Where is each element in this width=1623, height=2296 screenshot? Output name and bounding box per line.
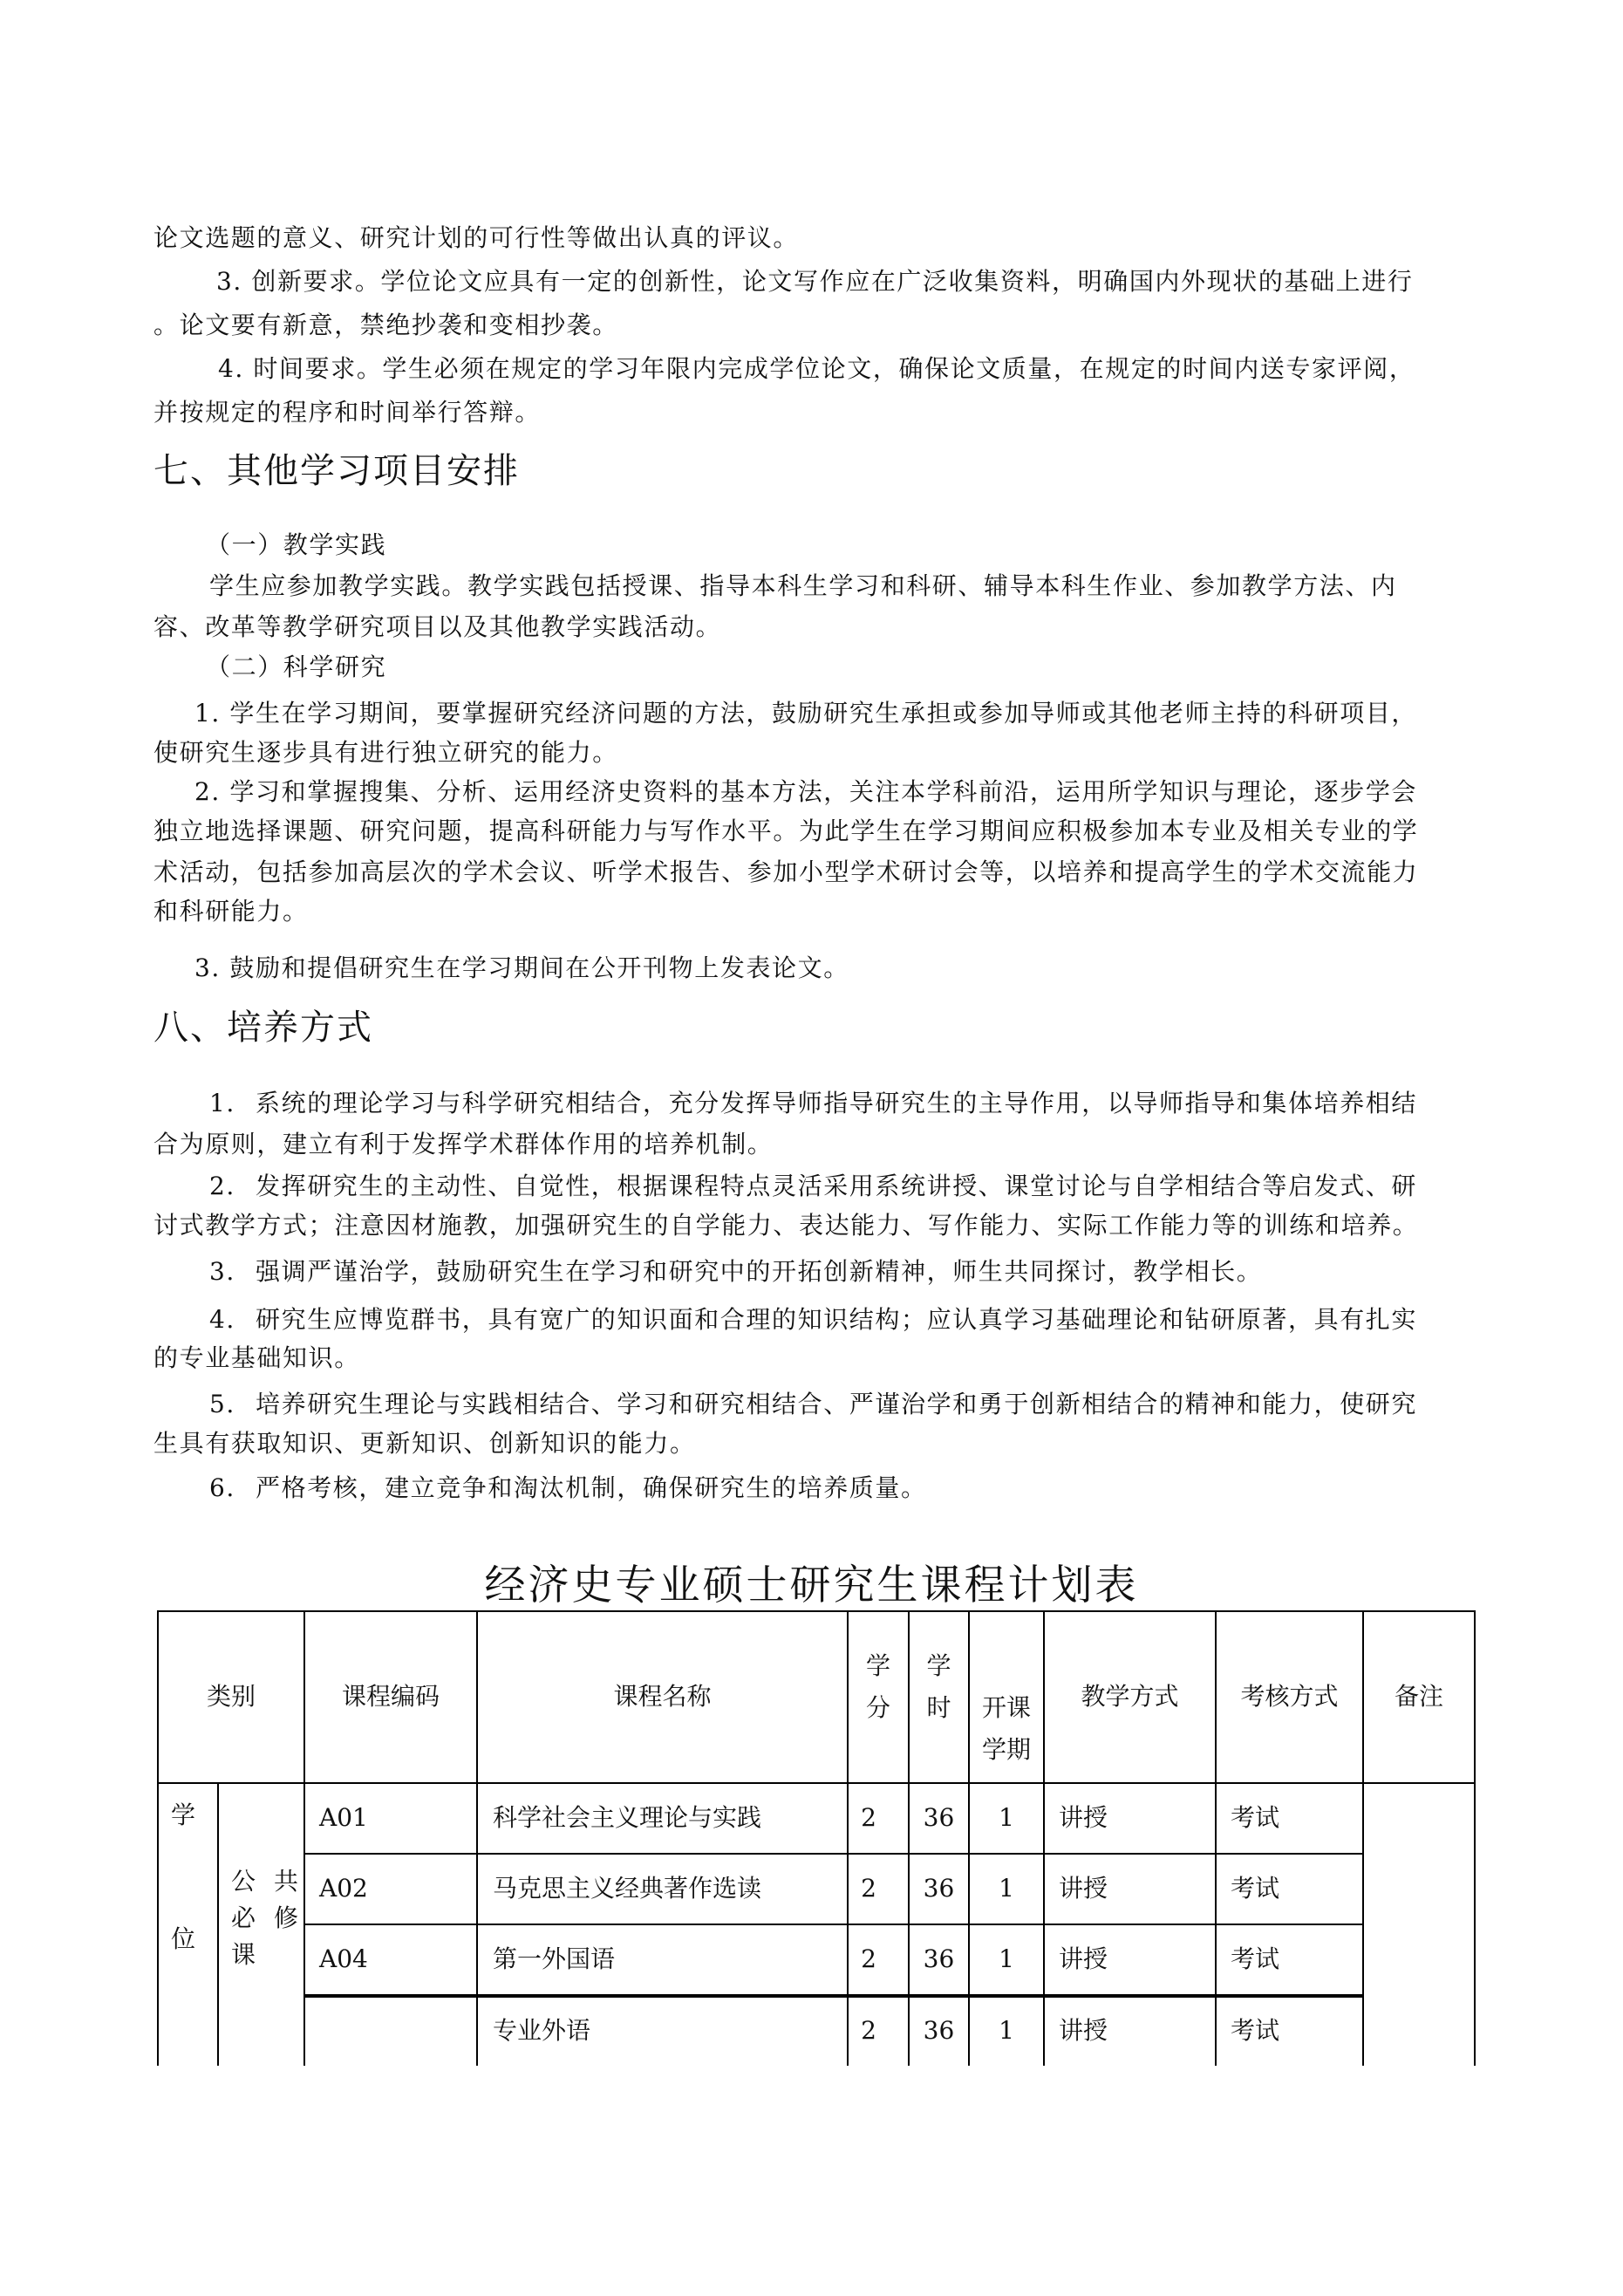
assessment-method: 考试 <box>1231 1803 1280 1832</box>
paragraph-line: 并按规定的程序和时间举行答辩。 <box>153 398 542 427</box>
list-text: 培养研究生理论与实践相结合、学习和研究相结合、严谨治学和勇于创新相结合的精神和能力，使研究 <box>256 1390 1418 1418</box>
list-number: 4. <box>209 1305 235 1334</box>
list-item-first-line <box>209 1089 1417 1118</box>
course-hours: 36 <box>923 2016 955 2045</box>
category-inner-char: 共 <box>274 1867 299 1896</box>
category-inner-divider <box>217 1782 219 2066</box>
header-credits-char: 学 <box>865 1651 890 1680</box>
row-divider-thick <box>304 1994 1363 1998</box>
header-course-code: 课程编码 <box>341 1682 440 1711</box>
paragraph-line: 。论文要有新意，禁绝抄袭和变相抄袭。 <box>153 311 618 339</box>
col-divider <box>476 1610 478 2066</box>
course-term: 1 <box>999 2016 1014 2045</box>
list-item-first-line <box>209 1305 1417 1335</box>
course-name: 第一外国语 <box>493 1944 616 1973</box>
course-code: A01 <box>319 1803 368 1832</box>
list-number: 2. <box>209 1172 235 1200</box>
section-7-heading: 七、其他学习项目安排 <box>153 451 520 491</box>
course-credits: 2 <box>861 1803 876 1832</box>
assessment-method: 考试 <box>1231 1944 1280 1973</box>
header-hours-char: 时 <box>926 1693 951 1722</box>
assessment-method: 考试 <box>1231 1874 1280 1903</box>
course-table-title: 经济史专业硕士研究生课程计划表 <box>484 1561 1139 1609</box>
table-border-left <box>157 1610 159 2066</box>
row-divider <box>304 1853 1363 1855</box>
table-border-right <box>1474 1610 1476 2066</box>
category-outer-char: 学 <box>171 1801 196 1829</box>
course-term: 1 <box>999 1803 1014 1832</box>
col-divider <box>847 1610 849 2066</box>
paragraph-line: 2. 学习和掌握搜集、分析、运用经济史资料的基本方法，关注本学科前沿，运用所学知识与理论，逐步学会 <box>194 777 1418 806</box>
paragraph-line: 使研究生逐步具有进行独立研究的能力。 <box>153 738 618 767</box>
list-text: 发挥研究生的主动性、自觉性，根据课程特点灵活采用系统讲授、课堂讨论与自学相结合等启发式、研 <box>256 1172 1418 1200</box>
col-divider <box>1043 1610 1045 2066</box>
course-term: 1 <box>999 1944 1014 1973</box>
category-inner-char: 必 <box>231 1903 256 1932</box>
category-outer-char: 位 <box>171 1924 196 1953</box>
course-credits: 2 <box>861 2016 876 2045</box>
row-divider <box>304 1924 1363 1925</box>
header-category: 类别 <box>206 1682 256 1711</box>
list-item-first-line <box>209 1172 1417 1201</box>
course-credits: 2 <box>861 1874 876 1903</box>
list-item-first-line <box>209 1257 1262 1287</box>
subsection-title-teaching-practice: （一）教学实践 <box>206 530 387 559</box>
list-item-first-line <box>209 1390 1417 1419</box>
paragraph-line: 4. 时间要求。学生必须在规定的学习年限内完成学位论文，确保论文质量，在规定的时间内送专家评阅， <box>218 354 1415 383</box>
list-text: 研究生应博览群书，具有宽广的知识面和合理的知识结构；应认真学习基础理论和钻研原著，具有扎实 <box>256 1305 1418 1334</box>
list-item-continuation: 合为原则，建立有利于发挥学术群体作用的培养机制。 <box>153 1130 774 1158</box>
header-teaching-method: 教学方式 <box>1081 1682 1179 1711</box>
list-number: 5. <box>209 1390 235 1418</box>
header-course-name: 课程名称 <box>613 1682 712 1711</box>
category-inner-char: 课 <box>231 1940 256 1969</box>
list-text: 强调严谨治学，鼓励研究生在学习和研究中的开拓创新精神，师生共同探讨，教学相长。 <box>256 1257 1263 1286</box>
teaching-method: 讲授 <box>1059 1874 1108 1903</box>
course-code: A02 <box>319 1874 368 1903</box>
paragraph-line: 学生应参加教学实践。教学实践包括授课、指导本科生学习和科研、辅导本科生作业、参加教学方法、内 <box>209 571 1397 600</box>
course-hours: 36 <box>923 1874 955 1903</box>
header-assessment-method: 考核方式 <box>1240 1682 1339 1711</box>
list-number: 3. <box>209 1257 235 1286</box>
paragraph-line: 和科研能力。 <box>153 897 309 926</box>
list-text: 系统的理论学习与科学研究相结合，充分发挥导师指导研究生的主导作用，以导师指导和集体培养相结 <box>256 1089 1418 1117</box>
category-inner-char: 修 <box>274 1903 299 1932</box>
header-credits-char: 分 <box>865 1693 890 1722</box>
col-divider <box>968 1610 970 2066</box>
assessment-method: 考试 <box>1231 2016 1280 2045</box>
course-credits: 2 <box>861 1944 876 1973</box>
paragraph-line: 1. 学生在学习期间，要掌握研究经济问题的方法，鼓励研究生承担或参加导师或其他老师主持的科研项目， <box>194 699 1418 728</box>
paragraph-line: 独立地选择课题、研究问题，提高科研能力与写作水平。为此学生在学习期间应积极参加本专业及相关专业的学 <box>153 817 1419 845</box>
list-number: 1. <box>209 1089 235 1117</box>
course-term: 1 <box>999 1874 1014 1903</box>
course-code: A04 <box>319 1944 368 1973</box>
list-text: 严格考核，建立竞争和淘汰机制，确保研究生的培养质量。 <box>256 1473 927 1502</box>
course-hours: 36 <box>923 1803 955 1832</box>
category-inner-char: 公 <box>231 1867 256 1896</box>
teaching-method: 讲授 <box>1059 2016 1108 2045</box>
paragraph-line: 术活动，包括参加高层次的学术会议、听学术报告、参加小型学术研讨会等，以培养和提高学生的学术交流能力 <box>153 858 1419 886</box>
course-name: 专业外语 <box>493 2016 591 2045</box>
subsection-title-research: （二）科学研究 <box>206 653 387 681</box>
list-item-continuation: 的专业基础知识。 <box>153 1343 360 1372</box>
col-divider <box>908 1610 910 2066</box>
header-bottom-border <box>157 1782 1475 1784</box>
list-item-first-line <box>209 1473 927 1503</box>
paragraph-line: 3. 鼓励和提倡研究生在学习期间在公开刊物上发表论文。 <box>194 953 849 982</box>
list-item-continuation: 生具有获取知识、更新知识、创新知识的能力。 <box>153 1429 696 1458</box>
course-name: 马克思主义经典著作选读 <box>493 1874 762 1903</box>
teaching-method: 讲授 <box>1059 1803 1108 1832</box>
col-divider <box>303 1610 305 2066</box>
header-term-line: 开课 <box>981 1693 1031 1722</box>
course-hours: 36 <box>923 1944 955 1973</box>
col-divider <box>1215 1610 1217 2066</box>
course-name: 科学社会主义理论与实践 <box>493 1803 762 1832</box>
header-hours <box>910 1645 968 1729</box>
list-item-continuation: 讨式教学方式；注意因材施教，加强研究生的自学能力、表达能力、写作能力、实际工作能力等的训练和培养。 <box>153 1211 1419 1240</box>
paragraph-line: 3. 创新要求。学位论文应具有一定的创新性，论文写作应在广泛收集资料，明确国内外现状的基础上进行 <box>216 267 1414 296</box>
header-hours-char: 学 <box>926 1651 951 1680</box>
section-8-heading: 八、培养方式 <box>153 1008 373 1048</box>
header-term-line: 学期 <box>981 1735 1031 1764</box>
paragraph-line: 容、改革等教学研究项目以及其他教学实践活动。 <box>153 612 722 641</box>
col-divider <box>1362 1610 1364 2066</box>
header-remarks: 备注 <box>1394 1682 1443 1711</box>
list-number: 6. <box>209 1473 235 1502</box>
header-term <box>970 1687 1043 1771</box>
teaching-method: 讲授 <box>1059 1944 1108 1973</box>
paragraph-line: 论文选题的意义、研究计划的可行性等做出认真的评议。 <box>153 223 800 252</box>
header-credits <box>849 1645 908 1729</box>
